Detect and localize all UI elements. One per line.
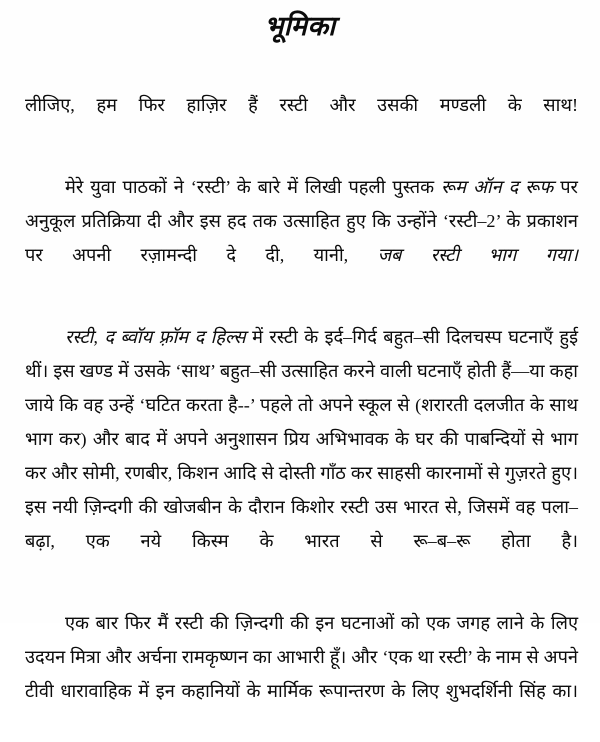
document-body	[0, 88, 600, 742]
paragraph-4	[25, 606, 578, 742]
paragraph-2	[25, 170, 578, 306]
para-4-run-0: एक बार फिर मैं रस्टी की ज़िन्दगी की इन घटनाओं को एक जगह लाने के लिए उदयन मित्रा और अर्चना रामकृष्णन का आभारी हूँ। और ‘एक था रस्टी’ के नाम से अपने टीवी धारावाहिक में इन कहानियों के मार्मिक रूपान्तरण के लिए शुभदर्शिनी सिंह का।	[25, 612, 578, 701]
para-2-run-3: जब रस्टी भाग गया।	[377, 244, 578, 265]
para-1-run-0: लीजिए, हम फिर हाज़िर हैं रस्टी और उसकी मण्डली के साथ!	[25, 94, 578, 115]
para-2-run-0: मेरे युवा पाठकों ने ‘रस्टी’ के बारे में लिखी पहली पुस्तक	[65, 176, 442, 197]
paragraph-1	[25, 88, 578, 156]
para-2-run-1: रूम ऑन द रूफ	[441, 176, 554, 197]
para-2-run-2: पर अनुकूल प्रतिक्रिया दी और इस हद तक उत्साहित हुए कि उन्होंने ‘रस्टी–2’ के प्रकाशन पर अपनी रज़ामन्दी दे दी, यानी,	[25, 176, 578, 265]
paragraph-3	[25, 320, 578, 592]
para-3-run-0: रस्टी, द ब्वॉय फ़्रॉम द हिल्स	[65, 326, 246, 347]
page-title: भूमिका	[264, 11, 336, 41]
para-3-run-1: में रस्टी के इर्द–गिर्द बहुत–सी दिलचस्प घटनाएँ हुई थीं। इस खण्ड में उसके ‘साथ’ बहुत–सी उत्साहित करने वाली घटनाएँ होती हैं—या कहा जाये कि वह उन्हें ‘घटित करता है--’ पहले तो अपने स्कूल से (शरारती दलजीत के साथ भाग कर) और बाद में अपने अनुशासन प्रिय अभिभावक के घर की पाबन्दियों से भाग कर और सोमी, रणबीर, किशन आदि से दोस्ती गाँठ कर साहसी कारनामों से गुज़रते हुए। इस नयी ज़िन्दगी की खोजबीन के दौरान किशोर रस्टी उस भारत से, जिसमें वह पला–बढ़ा, एक नये किस्म के भारत से रू–ब–रू होता है।	[25, 326, 578, 551]
